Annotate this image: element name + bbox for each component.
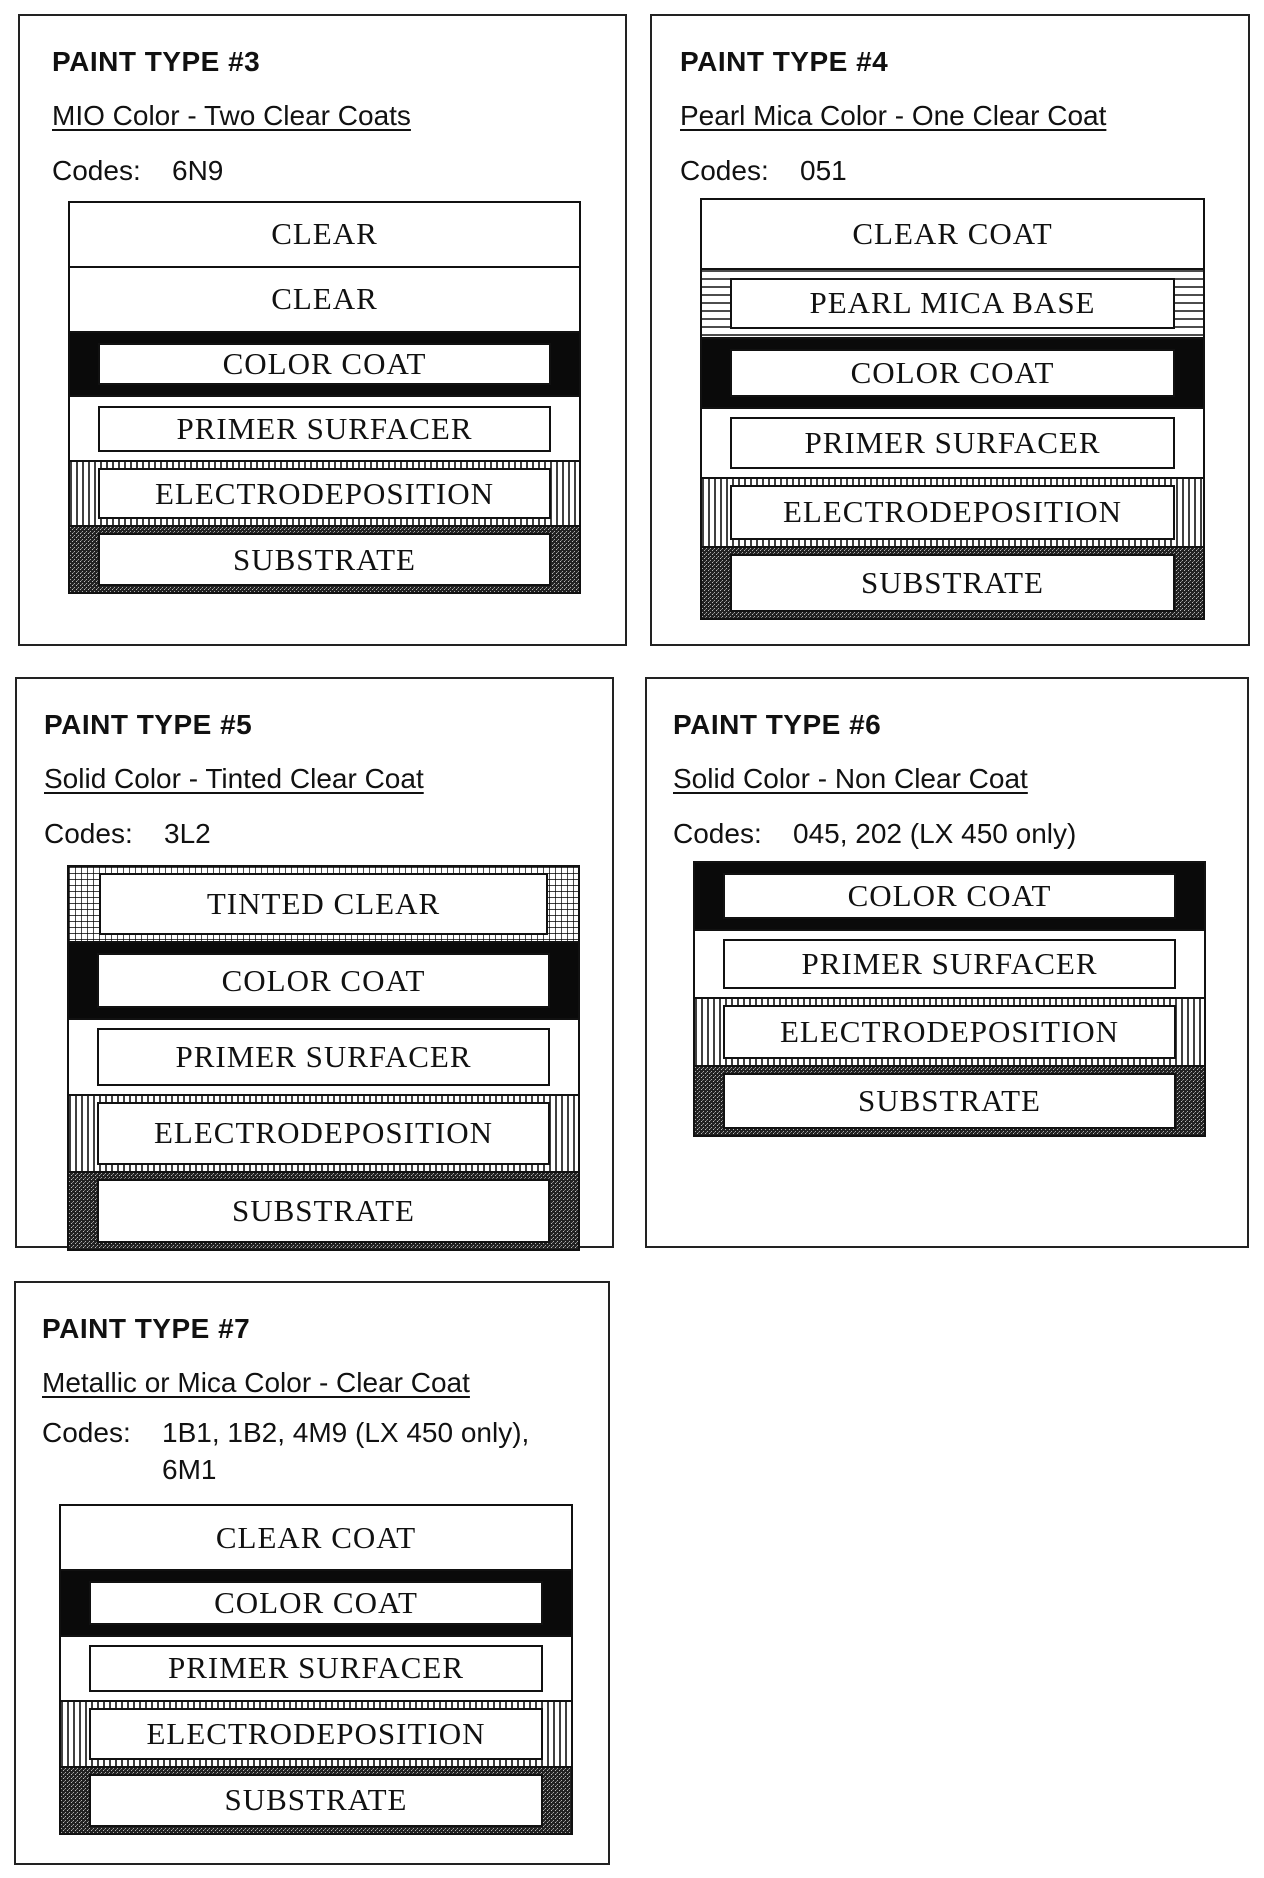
layer-label: SUBSTRATE: [89, 1774, 543, 1827]
codes-label: Codes:: [44, 818, 133, 849]
layer-label: TINTED CLEAR: [99, 873, 548, 935]
paint-type-panel: [645, 677, 1249, 1248]
layer-label: PRIMER SURFACER: [98, 406, 551, 453]
codes-value: 6N9: [172, 155, 224, 186]
layer-label: SUBSTRATE: [97, 1179, 550, 1243]
paint-codes: [52, 152, 223, 189]
paint-layer-stack: [68, 201, 581, 594]
layer-label: ELECTRODEPOSITION: [97, 1102, 550, 1164]
paint-type-subtitle: Metallic or Mica Color - Clear Coat: [42, 1367, 470, 1398]
paint-codes: [673, 815, 1076, 852]
layer-label: SUBSTRATE: [730, 554, 1175, 612]
codes-label: Codes:: [680, 155, 769, 186]
codes-label: Codes:: [673, 818, 762, 849]
codes-value: 051: [800, 155, 847, 186]
codes-label: Codes:: [42, 1417, 131, 1448]
layer-tint: [69, 867, 578, 943]
paint-type-subtitle: Pearl Mica Color - One Clear Coat: [680, 100, 1107, 131]
layer-primer: [695, 931, 1204, 999]
layer-label: SUBSTRATE: [723, 1073, 1176, 1129]
layer-electro: [61, 1702, 571, 1767]
layer-label: ELECTRODEPOSITION: [98, 468, 551, 519]
layer-label: COLOR COAT: [98, 343, 551, 386]
paint-layer-stack: [693, 861, 1206, 1137]
codes-label: Codes:: [52, 155, 141, 186]
paint-layer-stack: [59, 1504, 573, 1835]
layer-label: PRIMER SURFACER: [730, 417, 1175, 469]
codes-value: 045, 202 (LX 450 only): [793, 818, 1077, 849]
codes-value: 1B1, 1B2, 4M9 (LX 450 only), 6M1: [162, 1417, 530, 1485]
layer-label: ELECTRODEPOSITION: [89, 1708, 543, 1759]
layer-electro: [695, 999, 1204, 1067]
paint-type-panel: [650, 14, 1250, 646]
paint-type-subtitle: Solid Color - Tinted Clear Coat: [44, 763, 424, 794]
paint-layer-stack: [700, 198, 1205, 620]
paint-codes: [44, 815, 211, 852]
layer-clear: [702, 200, 1203, 270]
paint-codes: [680, 152, 847, 189]
layer-color: [69, 943, 578, 1019]
paint-type-panel: [14, 1281, 610, 1865]
layer-substrate: [70, 527, 579, 592]
paint-type-title: PAINT TYPE #7: [42, 1313, 251, 1344]
paint-type-panel: [18, 14, 627, 646]
layer-label: SUBSTRATE: [98, 533, 551, 586]
layer-pearl: [702, 270, 1203, 340]
layer-substrate: [702, 548, 1203, 618]
paint-type-title: PAINT TYPE #3: [52, 46, 261, 77]
layer-color: [702, 339, 1203, 409]
layer-electro: [702, 479, 1203, 549]
layer-label: ELECTRODEPOSITION: [723, 1005, 1176, 1059]
layer-substrate: [69, 1173, 578, 1249]
layer-label: COLOR COAT: [97, 953, 550, 1007]
layer-clear: [70, 203, 579, 268]
layer-label: COLOR COAT: [723, 873, 1176, 919]
layer-clear: [70, 268, 579, 333]
paint-type-subtitle: MIO Color - Two Clear Coats: [52, 100, 411, 131]
paint-type-subtitle: Solid Color - Non Clear Coat: [673, 763, 1028, 794]
paint-type-panel: [15, 677, 614, 1248]
layer-label: COLOR COAT: [89, 1581, 543, 1624]
paint-type-title: PAINT TYPE #4: [680, 46, 889, 77]
layer-substrate: [61, 1768, 571, 1833]
layer-primer: [61, 1637, 571, 1702]
layer-label: PRIMER SURFACER: [89, 1645, 543, 1692]
layer-label: COLOR COAT: [730, 349, 1175, 397]
paint-type-title: PAINT TYPE #6: [673, 709, 882, 740]
layer-primer: [702, 409, 1203, 479]
layer-primer: [69, 1020, 578, 1096]
layer-label: ELECTRODEPOSITION: [730, 485, 1175, 541]
layer-clear: [61, 1506, 571, 1571]
layer-label: CLEAR COAT: [215, 1519, 417, 1555]
layer-color: [70, 333, 579, 398]
codes-value: 3L2: [164, 818, 211, 849]
layer-substrate: [695, 1067, 1204, 1135]
layer-label: CLEAR COAT: [852, 215, 1053, 251]
layer-label: CLEAR: [271, 281, 378, 317]
paint-type-title: PAINT TYPE #5: [44, 709, 253, 740]
layer-primer: [70, 398, 579, 463]
paint-layer-stack: [67, 865, 580, 1251]
layer-color: [61, 1571, 571, 1636]
layer-label: CLEAR: [271, 216, 378, 252]
layer-label: PRIMER SURFACER: [97, 1028, 550, 1086]
layer-electro: [70, 462, 579, 527]
layer-electro: [69, 1096, 578, 1172]
layer-label: PRIMER SURFACER: [723, 939, 1176, 989]
layer-color: [695, 863, 1204, 931]
layer-label: PEARL MICA BASE: [730, 278, 1175, 330]
paint-codes: [42, 1414, 542, 1488]
